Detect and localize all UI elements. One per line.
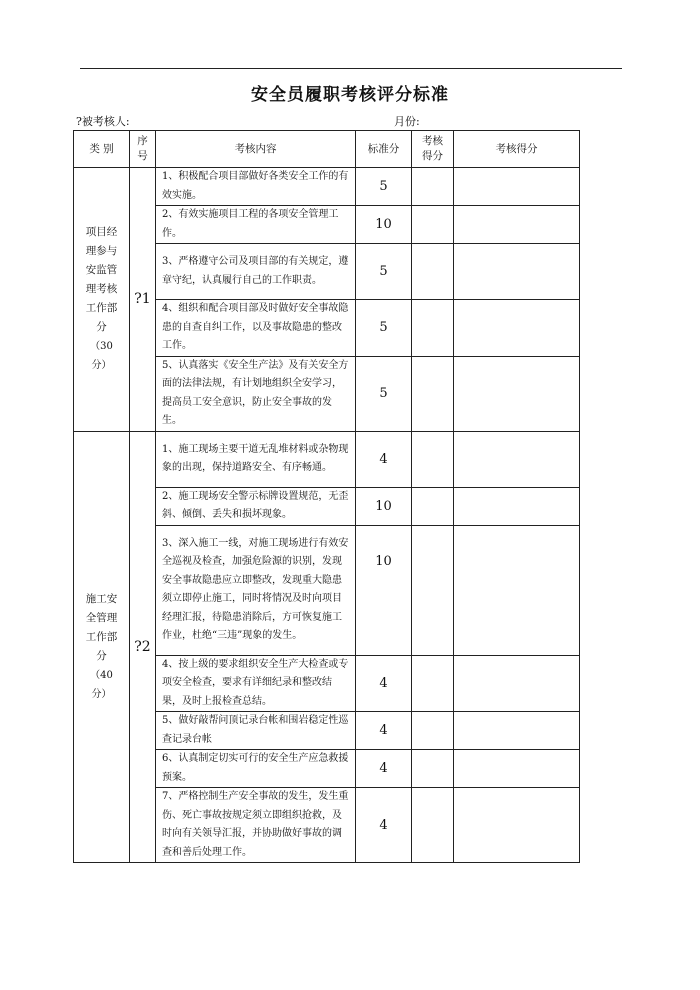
score-input-cell[interactable] [454, 168, 580, 206]
score-input-cell[interactable] [412, 788, 454, 863]
standard-score: 10 [356, 525, 412, 655]
seq-cell: ?2 [130, 431, 156, 863]
score-input-cell[interactable] [454, 788, 580, 863]
score-input-cell[interactable] [454, 525, 580, 655]
score-input-cell[interactable] [412, 244, 454, 300]
page-title: 安全员履职考核评分标准 [251, 85, 449, 105]
header-row [74, 131, 580, 168]
score-input-cell[interactable] [454, 487, 580, 525]
table-row [74, 431, 580, 487]
score-input-cell[interactable] [454, 206, 580, 244]
score-input-cell[interactable] [454, 300, 580, 357]
score-input-cell[interactable] [412, 655, 454, 712]
score-input-cell[interactable] [412, 168, 454, 206]
header-content: 考核内容 [156, 131, 356, 168]
content-cell: 1、积极配合项目部做好各类安全工作的有效实施。 [156, 168, 356, 206]
content-cell: 3、深入施工一线，对施工现场进行有效安全巡视及检查，加强危险源的识别，发现安全事故隐患应立即整改，发现重大隐患须立即停止施工，同时将情况及时向项目经理汇报，待隐患消除后，方可恢复施工作业，杜绝“三违”现象的发生。 [156, 525, 356, 655]
score-input-cell[interactable] [454, 712, 580, 750]
standard-score: 4 [356, 431, 412, 487]
standard-score: 4 [356, 788, 412, 863]
standard-score: 10 [356, 487, 412, 525]
standard-score: 5 [356, 168, 412, 206]
score-input-cell[interactable] [454, 655, 580, 712]
content-cell: 3、严格遵守公司及项目部的有关规定，遵章守纪，认真履行自己的工作职责。 [156, 244, 356, 300]
score-input-cell[interactable] [412, 750, 454, 788]
content-cell: 2、有效实施项目工程的各项安全管理工作。 [156, 206, 356, 244]
score-input-cell[interactable] [412, 300, 454, 357]
content-cell: 7、严格控制生产安全事故的发生，发生重伤、死亡事故按规定须立即组织抢救，及时向有关领导汇报，并协助做好事故的调查和善后处理工作。 [156, 788, 356, 863]
header-score-split [412, 131, 454, 168]
standard-score: 4 [356, 750, 412, 788]
category-text: 项目经理参与安监管理考核工作部分 [85, 226, 118, 334]
score-input-cell[interactable] [454, 431, 580, 487]
table-row [74, 168, 580, 206]
score-input-cell[interactable] [454, 244, 580, 300]
header-score: 考核得分 [454, 131, 580, 168]
standard-score: 5 [356, 300, 412, 357]
score-input-cell[interactable] [412, 206, 454, 244]
top-rule [80, 68, 622, 69]
header-category: 类 别 [74, 131, 130, 168]
header-standard: 标准分 [356, 131, 412, 168]
seq-cell: ?1 [130, 168, 156, 432]
content-cell: 2、施工现场安全警示标牌设置规范，无歪斜、倾倒、丢失和损坏现象。 [156, 487, 356, 525]
standard-score: 10 [356, 206, 412, 244]
standard-score: 4 [356, 712, 412, 750]
content-cell: 4、组织和配合项目部及时做好安全事故隐患的自查自纠工作，以及事故隐患的整改工作。 [156, 300, 356, 357]
category-cell [74, 168, 130, 432]
content-cell: 5、认真落实《安全生产法》及有关安全方面的法律法规，有计划地组织全安学习，提高员工安全意识，防止安全事故的发生。 [156, 356, 356, 431]
category-points: （30分） [90, 341, 113, 372]
content-cell: 6、认真制定切实可行的安全生产应急救援预案。 [156, 750, 356, 788]
month-label: 月份: [394, 115, 420, 128]
content-cell: 1、施工现场主要干道无乱堆材料或杂物现象的出现，保持道路安全、有序畅通。 [156, 431, 356, 487]
category-points: （40分） [90, 669, 113, 700]
header-score-split-text: 考核得分 [422, 135, 443, 162]
score-input-cell[interactable] [454, 750, 580, 788]
assessment-table [73, 130, 580, 863]
score-input-cell[interactable] [412, 487, 454, 525]
standard-score: 5 [356, 356, 412, 431]
score-input-cell[interactable] [412, 431, 454, 487]
score-input-cell[interactable] [412, 712, 454, 750]
score-input-cell[interactable] [412, 356, 454, 431]
standard-score: 5 [356, 244, 412, 300]
content-cell: 5、做好敲帮问顶记录台帐和围岩稳定性巡查记录台帐 [156, 712, 356, 750]
header-seq-text: 序号 [137, 135, 148, 162]
score-input-cell[interactable] [412, 525, 454, 655]
header-seq [130, 131, 156, 168]
category-text: 施工安全管理工作部分 [85, 592, 118, 662]
content-cell: 4、按上级的要求组织安全生产大检查或专项安全检查，要求有详细纪录和整改结果，及时上报检查总结。 [156, 655, 356, 712]
standard-score: 4 [356, 655, 412, 712]
assessee-label: ?被考核人: [76, 115, 130, 128]
category-cell [74, 431, 130, 863]
score-input-cell[interactable] [454, 356, 580, 431]
